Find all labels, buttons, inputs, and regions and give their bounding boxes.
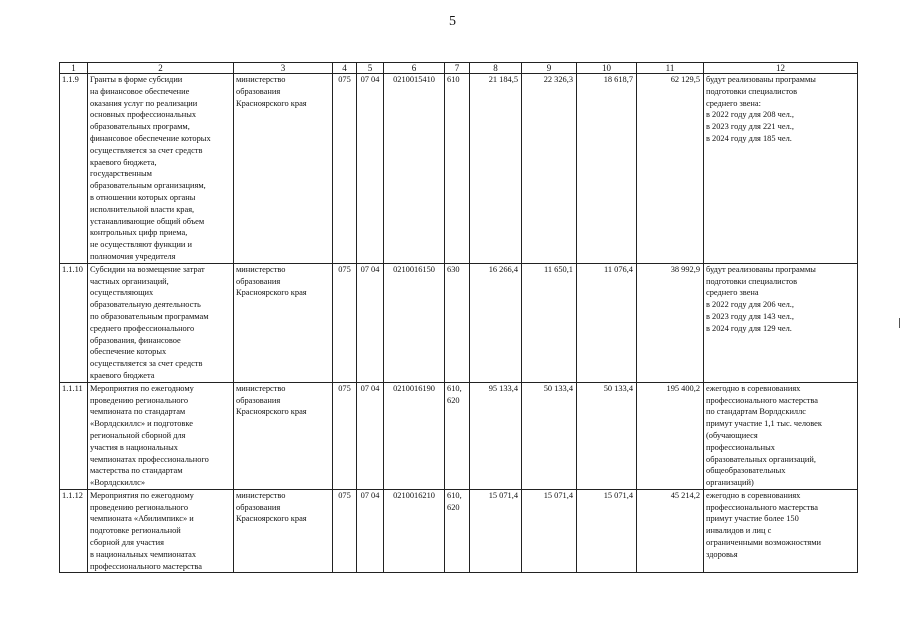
item-vr: 610, 620 xyxy=(445,382,470,489)
item-2024: 18 618,7 xyxy=(577,74,637,264)
item-csr: 0210015410 xyxy=(384,74,445,264)
item-2024: 50 133,4 xyxy=(577,382,637,489)
table-row xyxy=(60,382,858,489)
item-grbs: 075 xyxy=(333,263,357,382)
budget-table xyxy=(59,62,858,573)
item-2024: 11 076,4 xyxy=(577,263,637,382)
item-2022: 16 266,4 xyxy=(470,263,522,382)
item-csr: 0210016210 xyxy=(384,489,445,573)
item-number: 1.1.10 xyxy=(60,263,88,382)
item-grbs: 075 xyxy=(333,382,357,489)
column-header: 2 xyxy=(88,63,234,74)
page-number: 5 xyxy=(449,14,456,29)
item-vr: 610, 620 xyxy=(445,489,470,573)
item-name: Мероприятия по ежегодному проведению регионального чемпионата по стандартам «Ворлдскиллс» и подготовке региональной сборной для участия в национальных чемпионатах профессионального мастерства по стандартам «Ворлдскиллс» xyxy=(88,382,234,489)
item-executor: министерство образования Красноярского края xyxy=(234,263,333,382)
column-header: 4 xyxy=(333,63,357,74)
item-2022: 95 133,4 xyxy=(470,382,522,489)
item-result: будут реализованы программы подготовки специалистов среднего звена: в 2022 году для 208 чел., в 2023 году для 221 чел., в 2024 году для 185 чел. xyxy=(704,74,858,264)
item-rzpr: 07 04 xyxy=(357,263,384,382)
item-number: 1.1.12 xyxy=(60,489,88,573)
page-edge-mark xyxy=(899,318,900,328)
item-executor: министерство образования Красноярского края xyxy=(234,74,333,264)
column-header: 7 xyxy=(445,63,470,74)
item-name: Мероприятия по ежегодному проведению регионального чемпионата «Абилимпикс» и подготовке региональной сборной для участия в национальных чемпионатах профессионального мастерства xyxy=(88,489,234,573)
item-total: 195 400,2 xyxy=(637,382,704,489)
item-2024: 15 071,4 xyxy=(577,489,637,573)
item-grbs: 075 xyxy=(333,489,357,573)
item-name: Субсидии на возмещение затрат частных организаций, осуществляющих образовательную деятельность по образовательным программам среднего профессионального образования, финансовое обеспечение которых осуществляется за счет средств краевого бюджета xyxy=(88,263,234,382)
column-header: 1 xyxy=(60,63,88,74)
table-row xyxy=(60,74,858,264)
item-2022: 15 071,4 xyxy=(470,489,522,573)
item-2023: 22 326,3 xyxy=(522,74,577,264)
table-row xyxy=(60,489,858,573)
column-header: 9 xyxy=(522,63,577,74)
column-header: 6 xyxy=(384,63,445,74)
column-header: 8 xyxy=(470,63,522,74)
item-rzpr: 07 04 xyxy=(357,489,384,573)
item-2023: 50 133,4 xyxy=(522,382,577,489)
item-2023: 11 650,1 xyxy=(522,263,577,382)
item-name: Гранты в форме субсидии на финансовое обеспечение оказания услуг по реализации основных профессиональных образовательных программ, финансовое обеспечение которых осуществляется за счет средств краевого бюджета, государственным образовательным организациям, в отношении которых органы исполнительной власти края, устанавливающие общий объем контрольных цифр приема, не осуществляют функции и полномочия учредителя xyxy=(88,74,234,264)
item-number: 1.1.9 xyxy=(60,74,88,264)
item-rzpr: 07 04 xyxy=(357,382,384,489)
item-executor: министерство образования Красноярского края xyxy=(234,489,333,573)
item-vr: 610 xyxy=(445,74,470,264)
item-csr: 0210016150 xyxy=(384,263,445,382)
item-total: 62 129,5 xyxy=(637,74,704,264)
item-result: ежегодно в соревнованиях профессионального мастерства по стандартам Ворлдскиллс примут участие 1,1 тыс. человек (обучающиеся профессиональных образовательных организаций, общеобразовательных организаций) xyxy=(704,382,858,489)
item-vr: 630 xyxy=(445,263,470,382)
item-total: 45 214,2 xyxy=(637,489,704,573)
item-total: 38 992,9 xyxy=(637,263,704,382)
column-header: 10 xyxy=(577,63,637,74)
item-result: будут реализованы программы подготовки специалистов среднего звена в 2022 году для 206 чел., в 2023 году для 143 чел., в 2024 году для 129 чел. xyxy=(704,263,858,382)
column-header: 12 xyxy=(704,63,858,74)
column-header: 3 xyxy=(234,63,333,74)
item-executor: министерство образования Красноярского края xyxy=(234,382,333,489)
column-header: 11 xyxy=(637,63,704,74)
table-row xyxy=(60,263,858,382)
item-result: ежегодно в соревнованиях профессионального мастерства примут участие более 150 инвалидов и лиц с ограниченными возможностями здоровья xyxy=(704,489,858,573)
item-grbs: 075 xyxy=(333,74,357,264)
item-2023: 15 071,4 xyxy=(522,489,577,573)
column-number-row xyxy=(60,63,858,74)
item-csr: 0210016190 xyxy=(384,382,445,489)
item-number: 1.1.11 xyxy=(60,382,88,489)
item-2022: 21 184,5 xyxy=(470,74,522,264)
item-rzpr: 07 04 xyxy=(357,74,384,264)
column-header: 5 xyxy=(357,63,384,74)
